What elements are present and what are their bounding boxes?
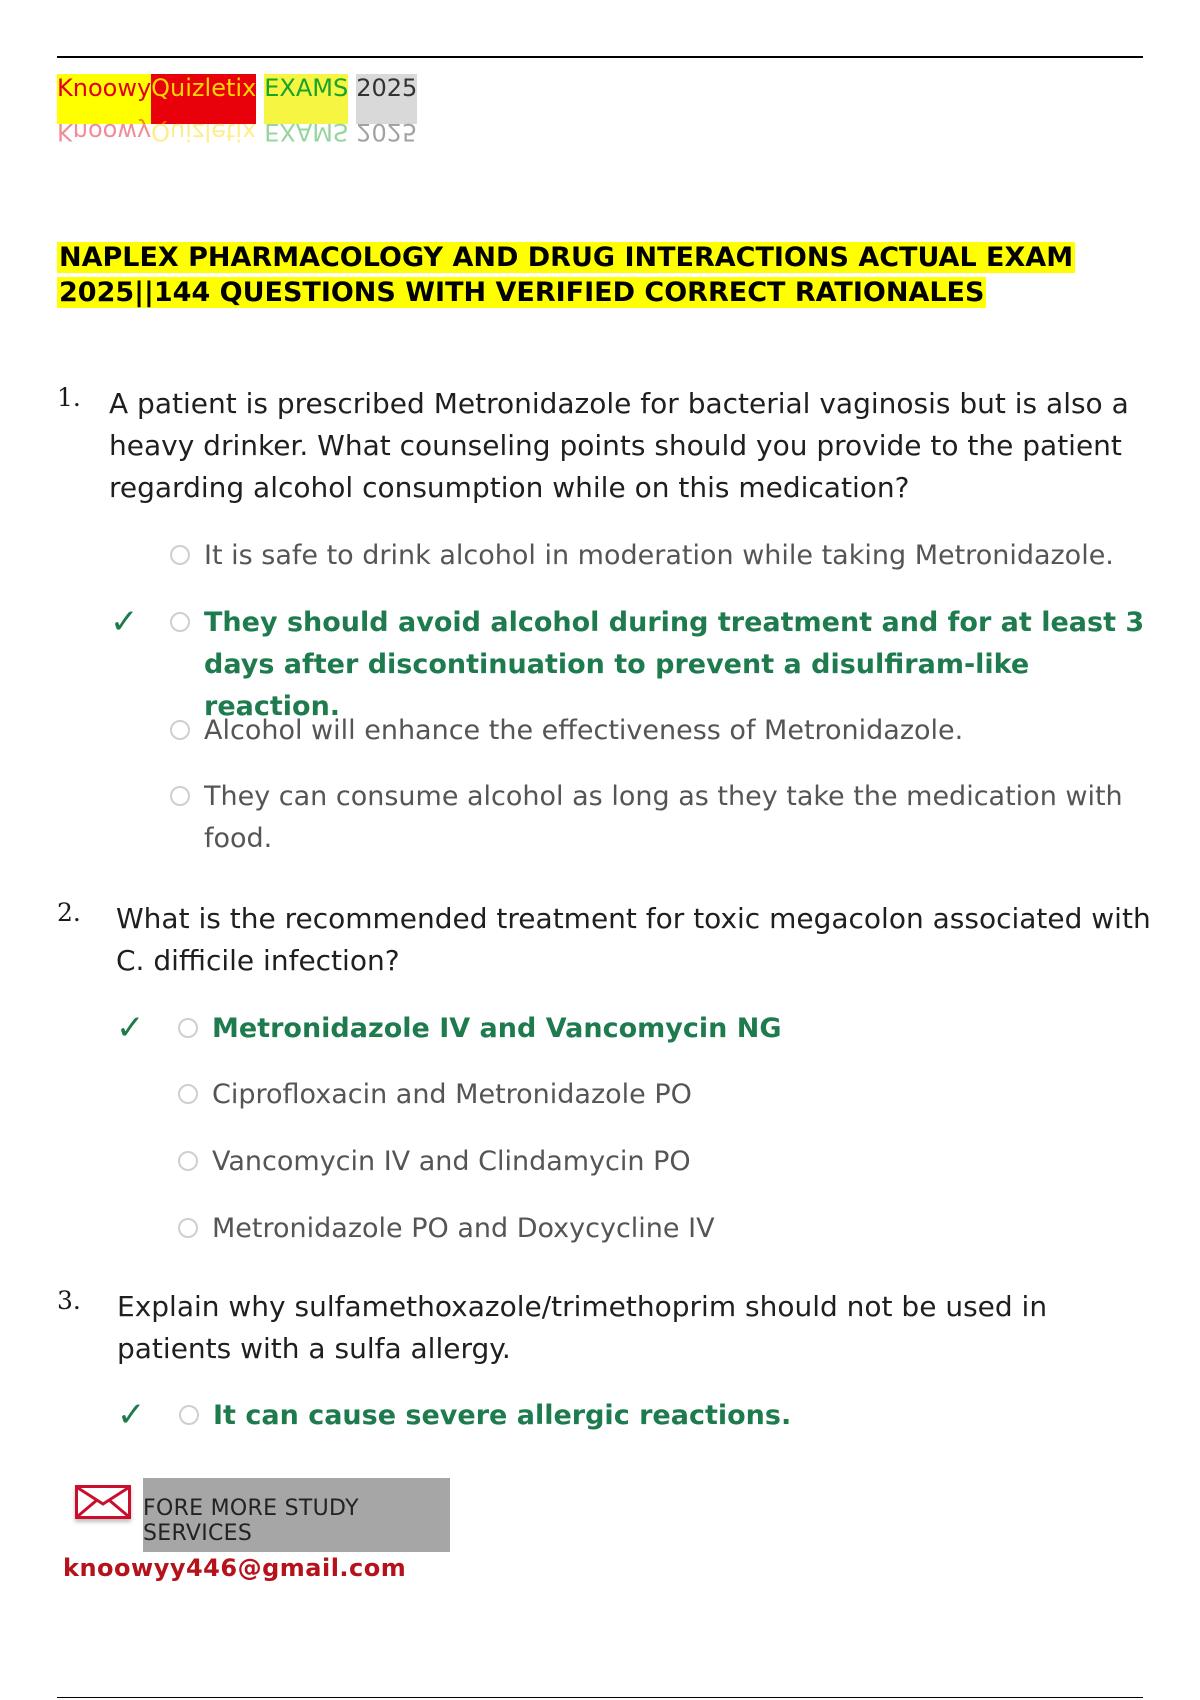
radio-icon[interactable] — [178, 1018, 198, 1038]
question-text: A patient is prescribed Metronidazole for bacterial vaginosis but is also a heavy drinker. What counseling points should you provide to the patient regarding alcohol consumption while on this medication? — [109, 387, 1129, 504]
radio-icon[interactable] — [179, 1405, 199, 1425]
radio-icon[interactable] — [170, 720, 190, 740]
radio-icon[interactable] — [178, 1151, 198, 1171]
brand-exams: EXAMS EXAMS — [264, 74, 349, 146]
page-title: NAPLEX PHARMACOLOGY AND DRUG INTERACTIONS ACTUAL EXAM 2025||144 QUESTIONS WITH VERIFIED CORRECT RATIONALES — [59, 242, 1074, 308]
question-number: 1. — [57, 383, 81, 412]
contact-email[interactable]: knoowyy446@gmail.com — [63, 1554, 407, 1582]
checkmark-icon: ✓ — [117, 1395, 146, 1435]
question-number: 2. — [57, 898, 81, 927]
radio-icon[interactable] — [170, 545, 190, 565]
checkmark-icon: ✓ — [116, 1008, 145, 1048]
brand-logo — [57, 74, 418, 146]
question-text: What is the recommended treatment for toxic megacolon associated with C. difficile infection? — [116, 902, 1151, 977]
radio-icon[interactable] — [170, 786, 190, 806]
radio-icon[interactable] — [178, 1084, 198, 1104]
top-rule — [57, 56, 1143, 58]
services-label: FORE MORE STUDY SERVICES — [143, 1496, 359, 1546]
bottom-rule — [57, 1697, 1143, 1698]
checkmark-icon: ✓ — [110, 602, 139, 642]
question-number: 3. — [57, 1286, 81, 1315]
radio-icon[interactable] — [170, 612, 190, 632]
study-services-banner[interactable] — [143, 1478, 450, 1552]
mail-icon[interactable] — [75, 1485, 131, 1519]
radio-icon[interactable] — [178, 1218, 198, 1238]
brand-quizletix: Quizletix Quizletix — [151, 74, 257, 146]
question-text: Explain why sulfamethoxazole/trimethoprim should not be used in patients with a sulfa allergy. — [117, 1290, 1048, 1365]
brand-year: 2025 2025 — [356, 74, 418, 146]
brand-knoowy: Knoowy Knoowy — [57, 74, 152, 146]
